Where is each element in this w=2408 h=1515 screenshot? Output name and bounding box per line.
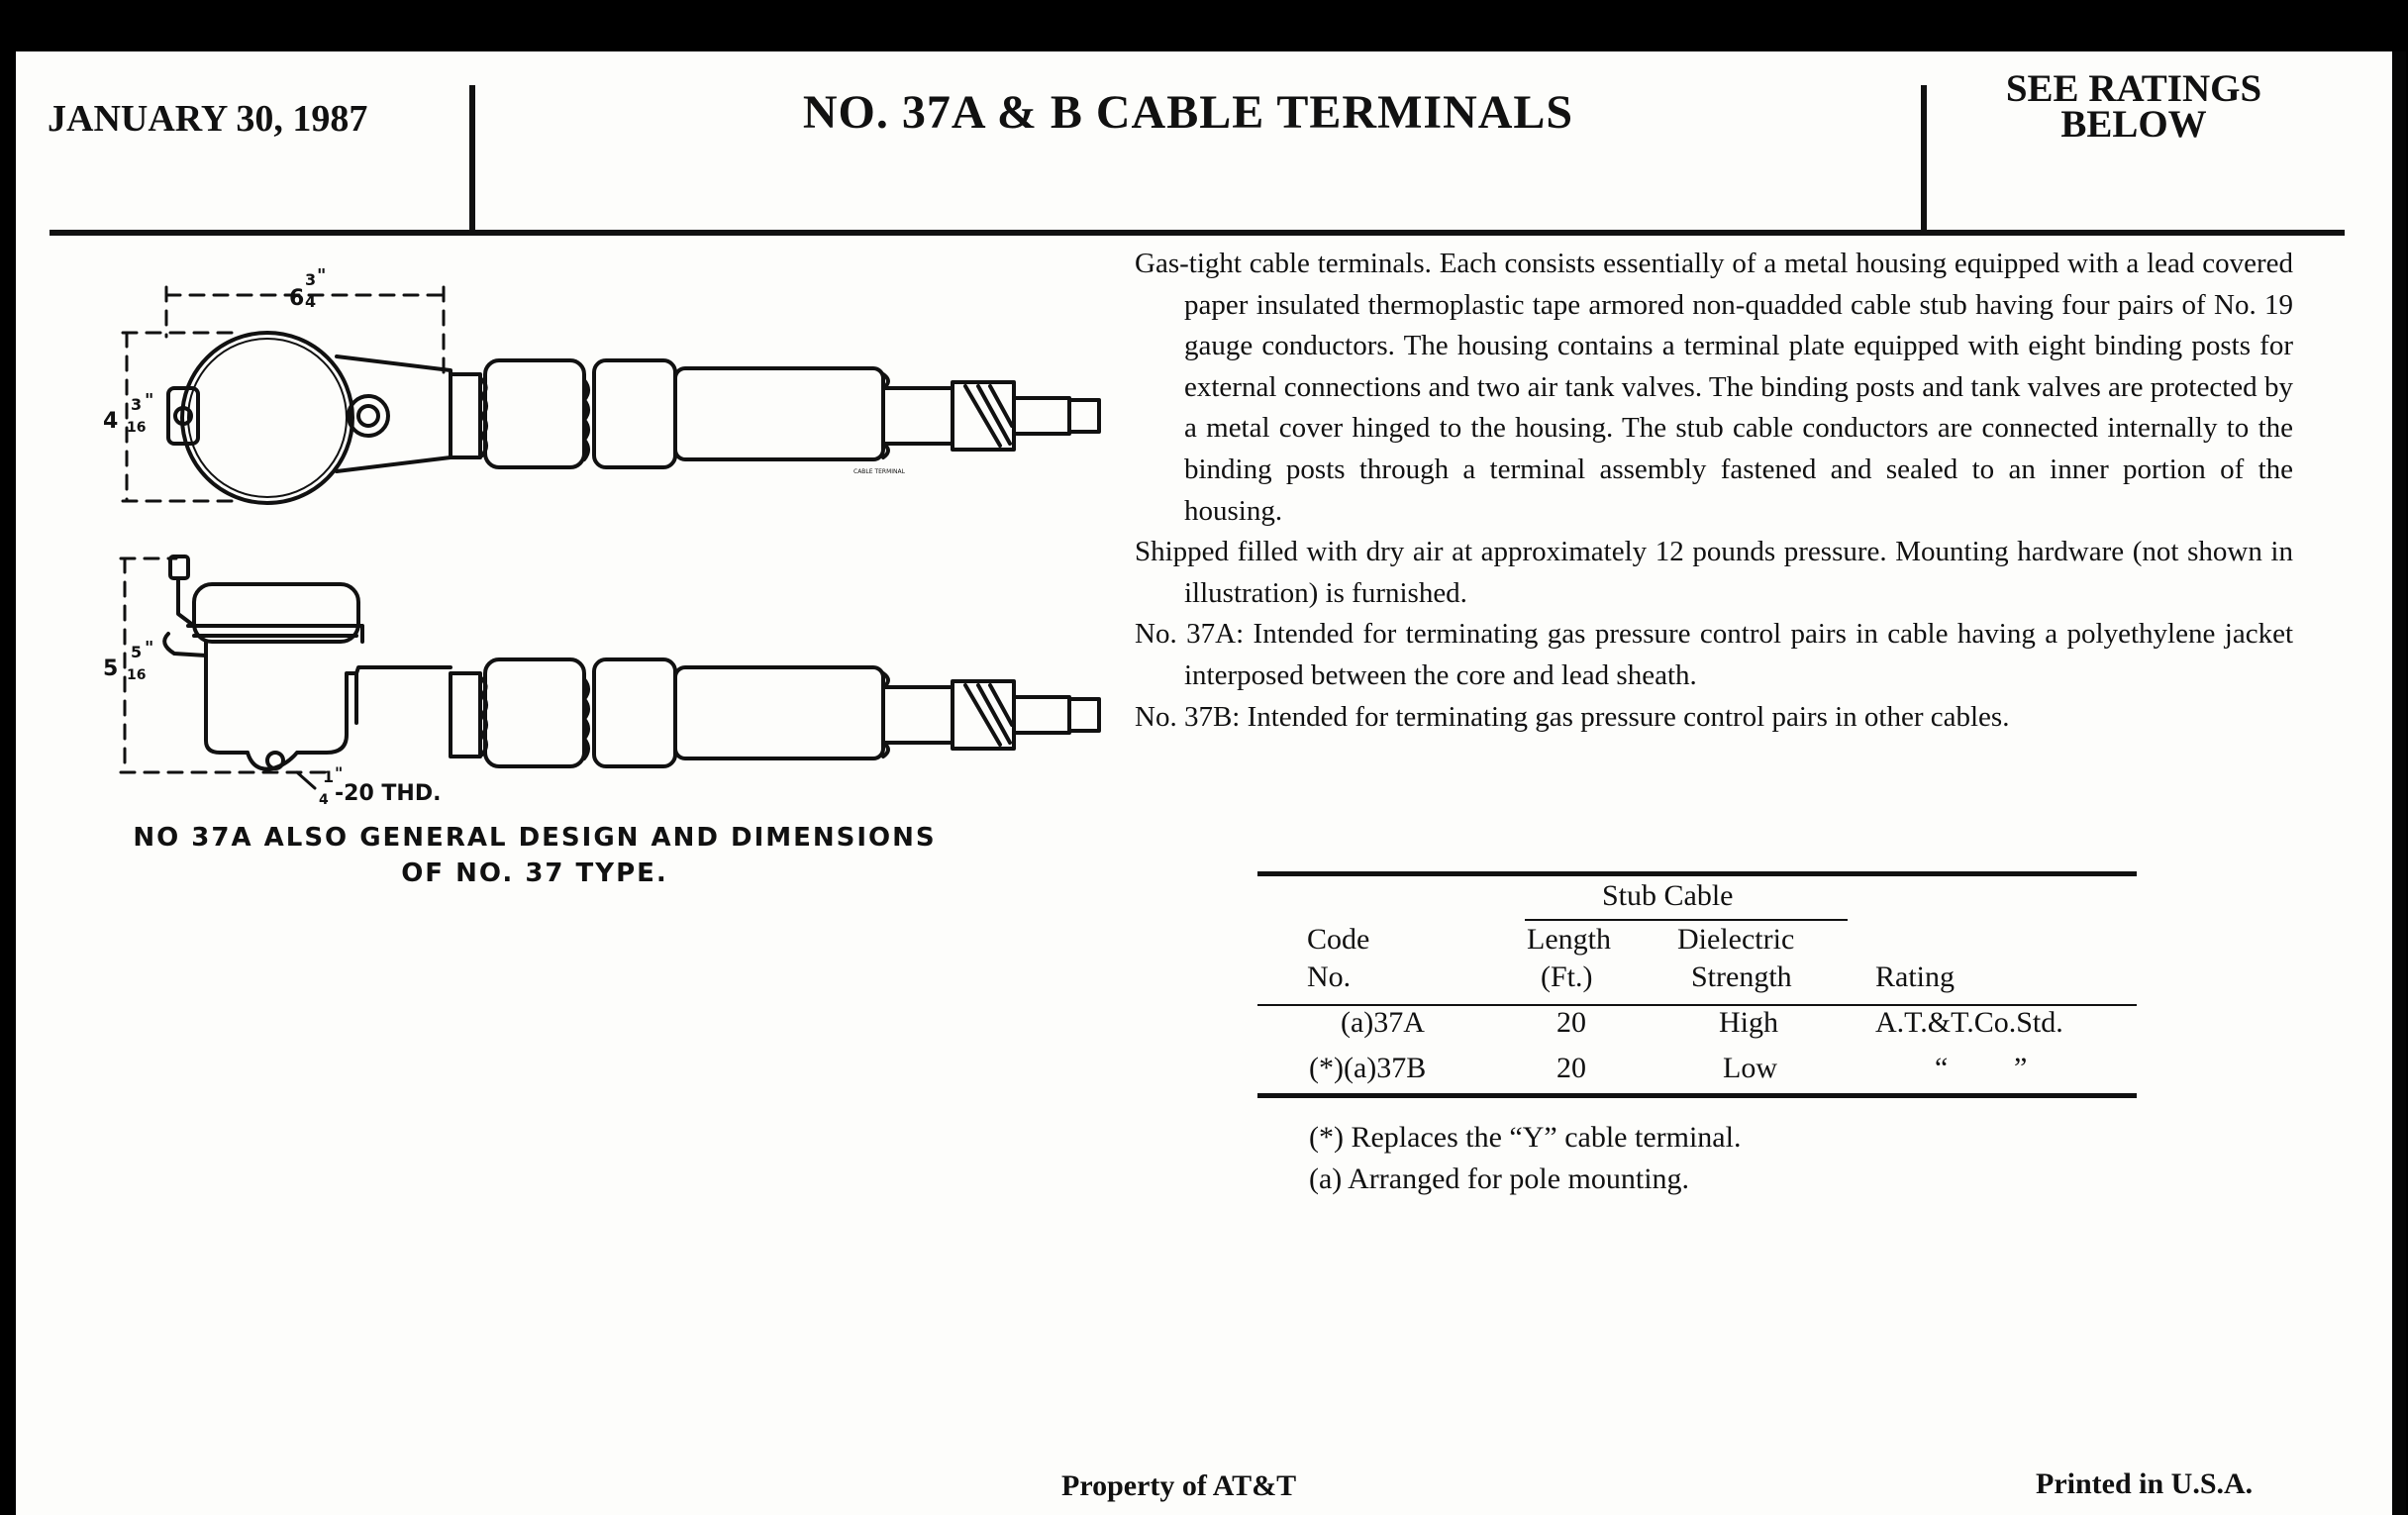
drawing-caption-line2: OF NO. 37 TYPE.: [401, 858, 668, 888]
description-paragraph-4: No. 37B: Intended for terminating gas pressure control pairs in other cables.: [1135, 700, 2010, 733]
table-top-rule: [1257, 871, 2137, 876]
note-replaces: (*) Replaces the “Y” cable terminal.: [1309, 1121, 1742, 1154]
dim-height1-unit: ": [145, 390, 154, 411]
table-col-length-2: (Ft.): [1541, 960, 1593, 993]
header-ratings-line2: BELOW: [2060, 103, 2207, 146]
table-col-code-1: Code: [1307, 923, 1370, 956]
description-paragraph-1: Gas-tight cable terminals. Each consists essentially of a metal housing equipped with a lead covered paper insulated thermoplastic tape armored non-quadded cable stub having four pairs of No. 19 gauge conductors. The housing contains a terminal plate equipped with eight binding posts for external connections and two air tank valves. The binding posts and tank valves are protected by a metal cover hinged to the housing. The stub cable conductors are connected internally to the binding posts through a terminal assembly fastened and sealed to an inner portion of the housing.: [1135, 248, 2293, 527]
header-ratings-line1: SEE RATINGS: [2005, 67, 2262, 110]
footer-printed: Printed in U.S.A.: [2036, 1467, 2254, 1500]
header-title: NO. 37A & B CABLE TERMINALS: [802, 86, 1574, 139]
row-rating-ditto-open: “: [1935, 1052, 1949, 1084]
dim-height2-num: 5: [131, 643, 143, 661]
table-bottom-rule: [1257, 1093, 2137, 1098]
row-code: (*)(a)37B: [1309, 1052, 1427, 1084]
top-view-housing: [168, 333, 451, 503]
cable-terminal-small-label: CABLE TERMINAL: [853, 468, 905, 475]
thread-unit: ": [335, 763, 344, 782]
thread-leader: [297, 772, 315, 788]
thread-label: -20 THD.: [335, 781, 442, 806]
table-group-header: Stub Cable: [1602, 879, 1734, 912]
bottom-view-housing: [164, 556, 451, 769]
table-col-code-2: No.: [1307, 960, 1352, 993]
header-date: JANUARY 30, 1987: [48, 98, 368, 140]
table-group-rule: [1525, 919, 1848, 921]
table-col-length-1: Length: [1527, 923, 1611, 956]
thread-den: 4: [319, 792, 329, 808]
dim-length-num: 3: [305, 270, 317, 289]
bottom-view-dimensions: [121, 558, 327, 772]
dim-height1-den: 16: [127, 420, 147, 436]
row-rating: A.T.&T.Co.Std.: [1875, 1006, 2063, 1039]
dim-length-unit: ": [317, 265, 327, 286]
row-rating-ditto-close: ”: [2014, 1052, 2028, 1084]
dim-height1-num: 3: [131, 395, 143, 414]
dim-height2-unit: ": [145, 638, 154, 658]
dim-length-den: 4: [305, 292, 317, 311]
dim-length-whole: 6: [289, 286, 305, 311]
drawing-caption-line1: NO 37A ALSO GENERAL DESIGN AND DIMENSIONS: [133, 823, 937, 853]
table-col-dielectric-2: Strength: [1691, 960, 1792, 993]
description-paragraph-2: Shipped filled with dry air at approximately 12 pounds pressure. Mounting hardware (not shown in illustration) is furnished.: [1135, 536, 2293, 609]
footer-property: Property of AT&T: [1061, 1469, 1297, 1502]
drawing-caption: [59, 820, 1010, 891]
table-notes: [1309, 1117, 1741, 1200]
row-length: 20: [1556, 1006, 1586, 1039]
table-col-rating: Rating: [1875, 960, 1955, 993]
row-dielectric: High: [1719, 1006, 1778, 1039]
dim-height2-den: 16: [127, 667, 147, 683]
dim-height1-whole: 4: [103, 409, 119, 434]
table-col-dielectric-1: Dielectric: [1677, 923, 1795, 956]
description-paragraph-3: No. 37A: Intended for terminating gas pressure control pairs in cable having a polyethylene jacket interposed between the core and lead sheath.: [1135, 618, 2293, 691]
ratings-table: [1257, 871, 2139, 1109]
top-view-dimensions: [123, 287, 444, 501]
row-dielectric: Low: [1723, 1052, 1777, 1084]
row-code: (a)37A: [1341, 1006, 1425, 1039]
top-view-cable: [451, 360, 1099, 467]
row-length: 20: [1556, 1052, 1586, 1084]
dim-height2-whole: 5: [103, 656, 119, 681]
note-pole-mounting: (a) Arranged for pole mounting.: [1309, 1162, 1690, 1195]
thread-num: 1: [323, 767, 335, 786]
bottom-view-cable: [451, 659, 1099, 766]
